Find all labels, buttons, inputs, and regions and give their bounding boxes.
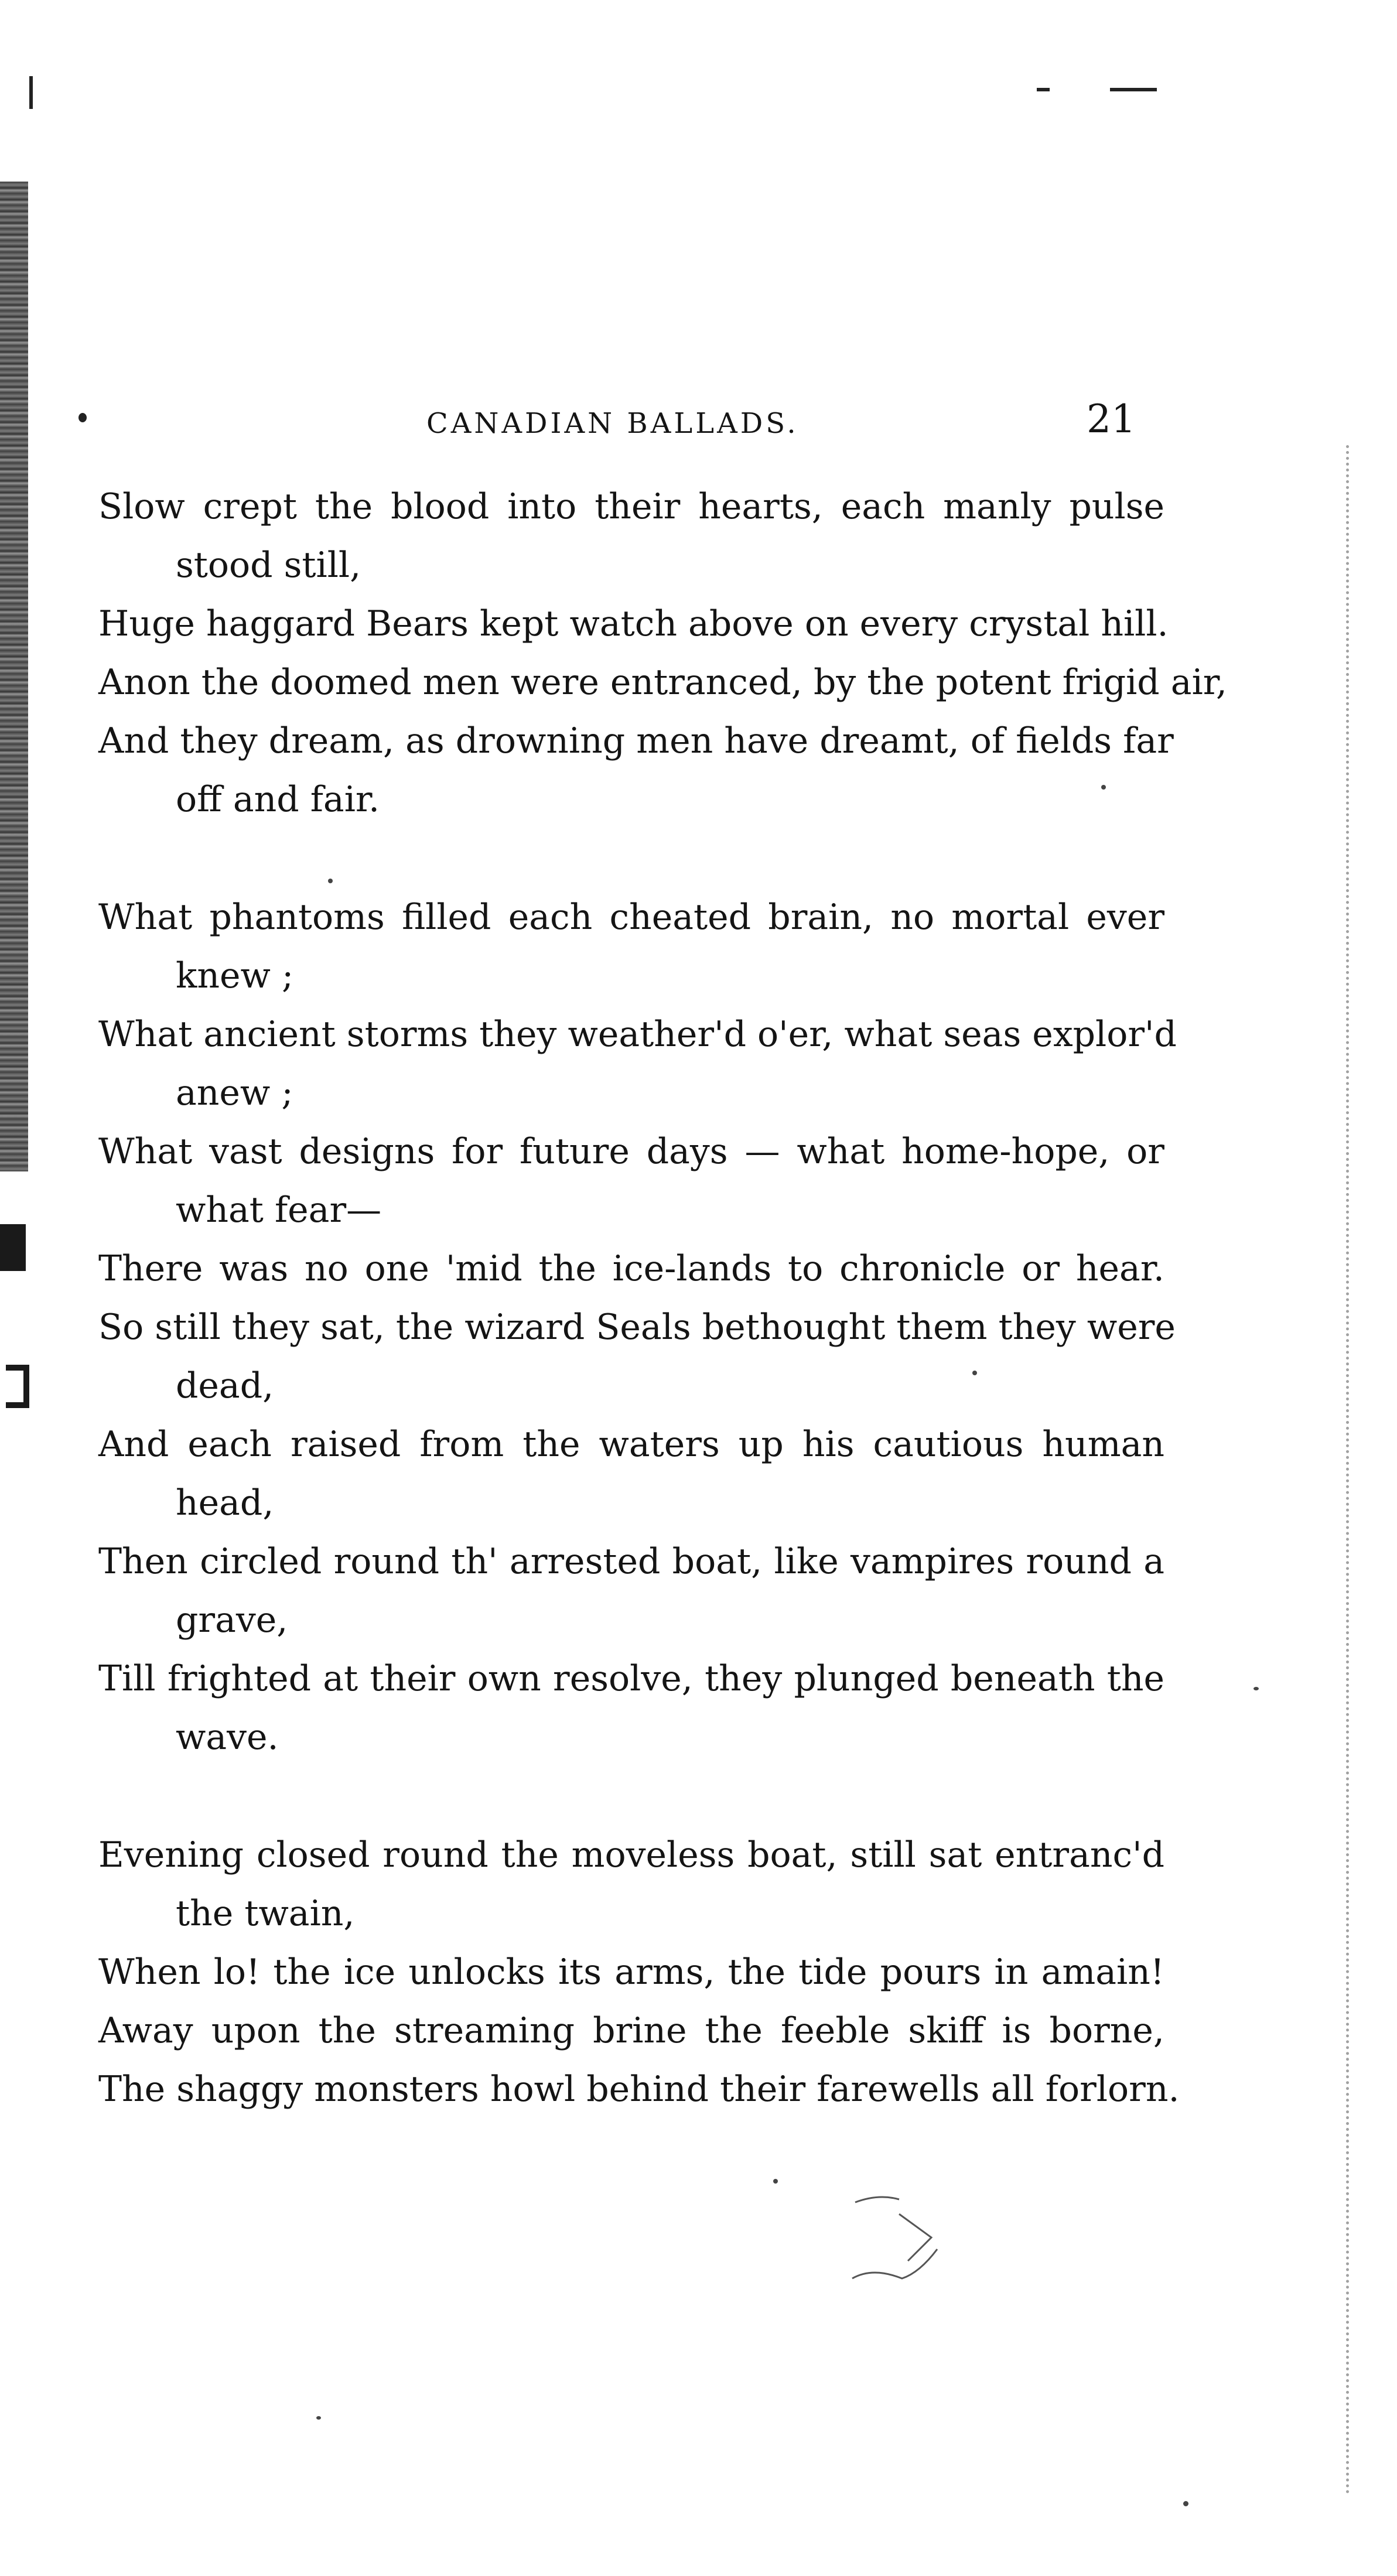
verse-line: The shaggy monsters howl behind their farewells all forlorn. [98,2069,1180,2110]
verse-line: Huge haggard Bears kept watch above on every crystal hill. [98,603,1169,644]
verse-line: Evening closed round the moveless boat, still sat entranc'd [98,1834,1164,1875]
stanza [98,888,1177,1767]
binding-mark [0,1224,26,1271]
verse-line: Slow crept the blood into their hearts, each manly pulse [98,486,1164,527]
scan-speck [1253,1687,1259,1690]
running-title: CANADIAN BALLADS. [426,407,799,440]
verse-line: grave, [176,1600,288,1641]
verse-line: Away upon the streaming brine the feeble skiff is borne, [98,2010,1164,2051]
stanza [98,1826,1180,2119]
verse-line: There was no one 'mid the ice-lands to chronicle or hear. [98,1248,1164,1289]
page-header [0,397,1397,454]
page-edge-line [1346,445,1349,2495]
verse-line: Till frighted at their own resolve, they plunged beneath the [98,1658,1164,1699]
verse-line: off and fair. [176,779,380,820]
verse-line: And they dream, as drowning men have dreamt, of fields far [98,720,1174,761]
verse-line: what fear— [176,1190,382,1231]
top-dash-mark [1037,88,1050,91]
verse-line: dead, [176,1365,274,1406]
poem-text [98,477,1227,2119]
verse-line: What phantoms filled each cheated brain, no mortal ever [98,897,1164,938]
verse-line: What ancient storms they weather'd o'er, what seas explor'd [98,1014,1177,1055]
top-dash-mark [1110,88,1157,91]
verse-line: stood still, [176,545,361,586]
verse-line: And each raised from the waters up his cautious human [98,1424,1164,1465]
scan-speck [773,2179,778,2184]
binding-bracket [6,1365,29,1408]
verse-line: What vast designs for future days — what home-hope, or [98,1131,1164,1172]
binding-shadow [0,182,28,1171]
stanza [98,477,1227,829]
page-number: 21 [1087,397,1136,442]
pencil-scribble [843,2191,978,2296]
bullet-mark [78,413,87,422]
verse-line: So still they sat, the wizard Seals bethought them they were [98,1307,1176,1348]
verse-line: Anon the doomed men were entranced, by the potent frigid air, [98,662,1227,703]
verse-line: knew ; [176,955,294,996]
scan-speck [316,2416,321,2420]
verse-line: When lo! the ice unlocks its arms, the tide pours in amain! [98,1952,1164,1993]
edge-tick-mark [29,76,33,109]
verse-line: the twain, [176,1893,355,1934]
scan-speck [1183,2501,1188,2506]
verse-line: head, [176,1482,274,1523]
verse-line: Then circled round th' arrested boat, like vampires round a [98,1541,1164,1582]
verse-line: wave. [176,1717,279,1758]
verse-line: anew ; [176,1072,293,1113]
